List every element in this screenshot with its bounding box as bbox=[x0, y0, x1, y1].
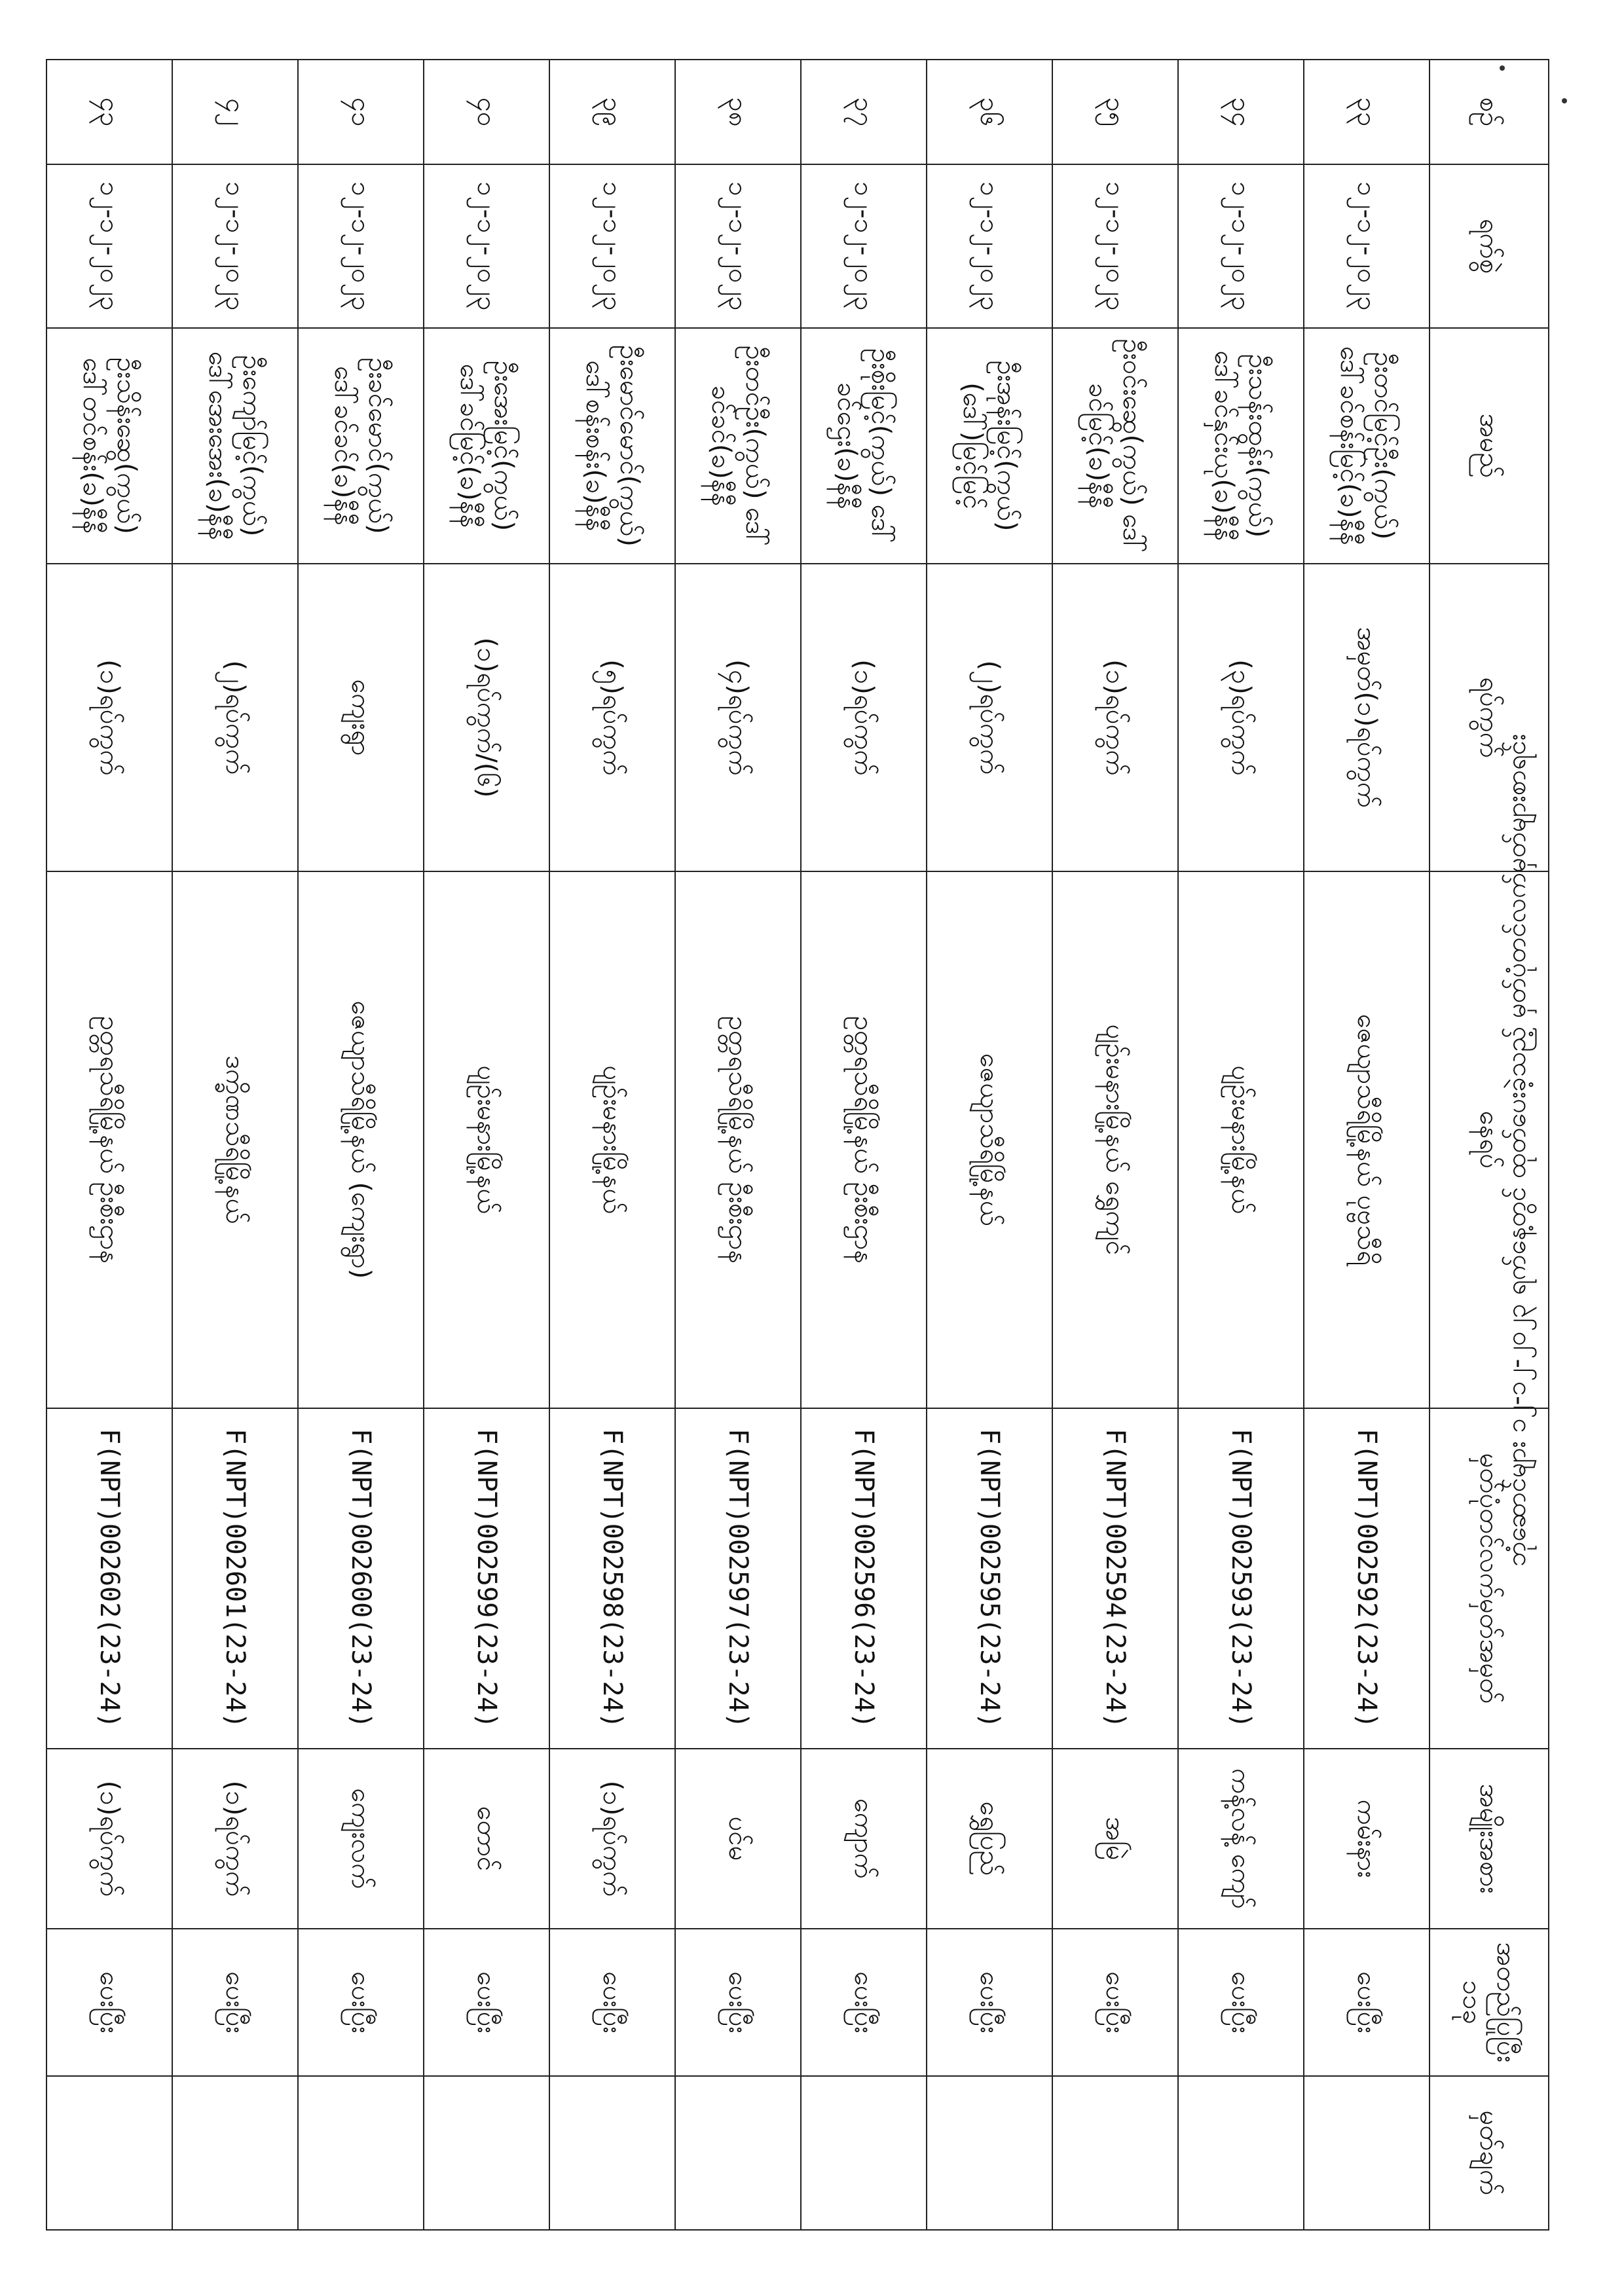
cell-license: F(NPT)002595(23-24) bbox=[927, 1408, 1052, 1749]
cell-remark bbox=[1304, 2076, 1430, 2230]
cell-remark bbox=[801, 2076, 927, 2230]
cell-address: ဒက္ခိဏသီရိမြို့နယ် bbox=[172, 871, 298, 1408]
cell-status: ပေးပြီး bbox=[801, 1929, 927, 2076]
cell-no: ၃၅ bbox=[1052, 60, 1178, 164]
table-row bbox=[1304, 60, 1430, 2230]
cell-address: ဥတ္တရသီရိမြို့နယ် ဦးစီးဌာန bbox=[675, 871, 801, 1408]
cell-license: F(NPT)002596(23-24) bbox=[801, 1408, 927, 1749]
cell-date: ၁၂-၁၂-၂၀၂၃ bbox=[46, 164, 172, 328]
cell-no: ၃၄ bbox=[1178, 60, 1304, 164]
cell-name: ဦးသိန်းဆွေ(ကွယ်) ဒေါ်တင်စန်း(ခ)နီနီ bbox=[46, 328, 172, 564]
cell-no: ၃၈ bbox=[675, 60, 801, 164]
cell-area: (၅)ရပ်ကွက် bbox=[549, 564, 675, 871]
cell-license: F(NPT)002602(23-24) bbox=[46, 1408, 172, 1749]
cell-date: ၁၂-၁၂-၂၀၂၃ bbox=[1052, 164, 1178, 328]
cell-no: ၃၇ bbox=[801, 60, 927, 164]
cell-type: ကမ်းနား bbox=[1304, 1749, 1430, 1929]
cell-address: ဇေယျာသီရိမြို့နယ် bbox=[927, 871, 1052, 1408]
header-name: အမည် bbox=[1430, 328, 1549, 564]
cell-type: ပင်မ bbox=[675, 1749, 801, 1929]
cell-no: ၄၂ bbox=[172, 60, 298, 164]
cell-area: (၃)ရပ်ကွက် bbox=[1178, 564, 1304, 871]
cell-date: ၁၂-၁၂-၂၀၂၃ bbox=[1304, 164, 1430, 328]
cell-license: F(NPT)002597(23-24) bbox=[675, 1408, 801, 1749]
cell-date: ၁၂-၁၂-၂၀၂၃ bbox=[1178, 164, 1304, 328]
cell-status: ပေးပြီး bbox=[46, 1929, 172, 2076]
cell-area: (၁)ရပ်ကွက်/(၆) bbox=[424, 564, 549, 871]
cell-license: F(NPT)002600(23-24) bbox=[298, 1408, 424, 1749]
cell-date: ၁၂-၁၂-၂၀၂၃ bbox=[927, 164, 1052, 328]
cell-type: (၁)ရပ်ကွက် bbox=[172, 1749, 298, 1929]
cell-status: ပေးပြီး bbox=[549, 1929, 675, 2076]
header-remark: မှတ်ချက် bbox=[1430, 2076, 1549, 2230]
cell-area: (၁)ရပ်ကွက် bbox=[1052, 564, 1178, 871]
table-row bbox=[801, 60, 927, 2230]
cell-name: ဦးကျော်မြင့်(ကွယ်) ဒေါ်အေးအေး(ခ)နီနီ bbox=[172, 328, 298, 564]
table-row bbox=[549, 60, 675, 2230]
header-license: မှတ်ပုံတင်လက်မှတ်အမှတ် bbox=[1430, 1408, 1549, 1749]
table-row bbox=[46, 60, 172, 2230]
table-row bbox=[1178, 60, 1304, 2230]
cell-name: ဦးအုန်းမြင့်(ကွယ်) (ဒေါ်)မြင့်မြင့် bbox=[927, 328, 1052, 564]
header-row bbox=[1430, 60, 1549, 2230]
cell-area: (၁)ရပ်ကွက် bbox=[46, 564, 172, 871]
cell-status: ပေးပြီး bbox=[1052, 1929, 1178, 2076]
cell-area: (၄)ရပ်ကွက် bbox=[675, 564, 801, 871]
cell-name: ဦးဝင်းဆွေ(ကွယ်) ဒေါ်ခင်မြင့်(ခ)နီနီ bbox=[1052, 328, 1178, 564]
cell-name: ဦးစိုးမြင့်(ကွယ်) ဒေါ်ခင်ဌေး(ခ)နီနီ bbox=[801, 328, 927, 564]
cell-no: ၄၃ bbox=[46, 60, 172, 164]
cell-type: (၁)ရပ်ကွက် bbox=[46, 1749, 172, 1929]
cell-no: ၃၆ bbox=[927, 60, 1052, 164]
header-status: အတည်ပြုပြီး ၁၁ခု bbox=[1430, 1929, 1549, 2076]
cell-remark bbox=[424, 2076, 549, 2230]
cell-address: ပျဉ်းမနားမြို့နယ် ရွှေကျင် bbox=[1052, 871, 1178, 1408]
cell-status: ပေးပြီး bbox=[927, 1929, 1052, 2076]
cell-name: ဦးခင်မောင်(ကွယ်) ဒေါ်ခင်ခင်(ခ)နီနီ bbox=[298, 328, 424, 564]
cell-license: F(NPT)002593(23-24) bbox=[1178, 1408, 1304, 1749]
cell-remark bbox=[172, 2076, 298, 2230]
cell-remark bbox=[1052, 2076, 1178, 2230]
cell-name: ဦးအေးမြင့်(ကွယ်) ဒေါ်ခင်မြင့်(ခ)နီနီ bbox=[424, 328, 549, 564]
cell-date: ၁၂-၁၂-၂၀၂၃ bbox=[549, 164, 675, 328]
cell-date: ၁၂-၁၂-၂၀၂၃ bbox=[424, 164, 549, 328]
cell-area: (၁)ရပ်ကွက် bbox=[801, 564, 927, 871]
header-no: စဉ် bbox=[1430, 60, 1549, 164]
cell-address: ဇေယျာသီရိမြို့နယ် ပုဗ္ဗသီရိ bbox=[1304, 871, 1430, 1408]
document-title: ဘုံဆောင်များ ၁၂-၁၂-၂၀၂၃ ရက်နေ့တွင် ထုတ်ပေးခဲ့သည့် မှတ်ပုံတင်လက်မှတ်များစာရင်း bbox=[1502, 733, 1532, 1567]
cell-remark bbox=[298, 2076, 424, 2230]
cell-status: ပေးပြီး bbox=[675, 1929, 801, 2076]
cell-date: ၁၂-၁၂-၂၀၂၃ bbox=[172, 164, 298, 328]
cell-area: ကျေးရွာ bbox=[298, 564, 424, 871]
cell-address: ပျဉ်းမနားမြို့နယ် bbox=[549, 871, 675, 1408]
cell-name: ဦးသန်းထွန်း(ကွယ်) ဒေါ်ခင်နှင်းယု(ခ)နီနီ bbox=[1178, 328, 1304, 564]
cell-type: ကျေးလက် bbox=[298, 1749, 424, 1929]
cell-license: F(NPT)002601(23-24) bbox=[172, 1408, 298, 1749]
cell-remark bbox=[46, 2076, 172, 2230]
cell-area: အမှတ်(၁)ရပ်ကွက် bbox=[1304, 564, 1430, 871]
cell-date: ၁၂-၁၂-၂၀၂၃ bbox=[801, 164, 927, 328]
cell-type: (၁)ရပ်ကွက် bbox=[549, 1749, 675, 1929]
table-row bbox=[172, 60, 298, 2230]
cell-no: ၃၃ bbox=[1304, 60, 1430, 164]
cell-type: အမြဲ bbox=[1052, 1749, 1178, 1929]
cell-address: ပျဉ်းမနားမြို့နယ် bbox=[424, 871, 549, 1408]
cell-license: F(NPT)002592(23-24) bbox=[1304, 1408, 1430, 1749]
cell-area: (၂)ရပ်ကွက် bbox=[927, 564, 1052, 871]
cell-no: ၄၁ bbox=[298, 60, 424, 164]
table-row bbox=[298, 60, 424, 2230]
cell-address: ဇေယျာသီရိမြို့နယ် (ကျေးရွာ) bbox=[298, 871, 424, 1408]
cell-area: (၂)ရပ်ကွက် bbox=[172, 564, 298, 871]
cell-status: ပေးပြီး bbox=[1304, 1929, 1430, 2076]
table-row bbox=[927, 60, 1052, 2230]
cell-no: ၄၀ bbox=[424, 60, 549, 164]
cell-status: ပေးပြီး bbox=[424, 1929, 549, 2076]
cell-type: တောင် bbox=[424, 1749, 549, 1929]
header-address: နေရပ် bbox=[1430, 871, 1549, 1408]
header-date: ရက်စွဲ bbox=[1430, 164, 1549, 328]
cell-address: ဥတ္တရသီရိမြို့နယ် ဦးစီးဌာန bbox=[46, 871, 172, 1408]
cell-date: ၁၂-၁၂-၂၀၂၃ bbox=[675, 164, 801, 328]
table-row bbox=[675, 60, 801, 2230]
register-table bbox=[46, 59, 1549, 2231]
cell-address: ဥတ္တရသီရိမြို့နယ် ဦးစီးဌာန bbox=[801, 871, 927, 1408]
cell-type: ရွှေပြည် bbox=[927, 1749, 1052, 1929]
cell-type: ကျောက် bbox=[801, 1749, 927, 1929]
cell-type: ကန့်လန့် ကျော် bbox=[1178, 1749, 1304, 1929]
cell-license: F(NPT)002598(23-24) bbox=[549, 1408, 675, 1749]
cell-remark bbox=[927, 2076, 1052, 2230]
header-area: ရပ်ကွက် bbox=[1430, 564, 1549, 871]
cell-license: F(NPT)002594(23-24) bbox=[1052, 1408, 1178, 1749]
cell-status: ပေးပြီး bbox=[172, 1929, 298, 2076]
cell-remark bbox=[675, 2076, 801, 2230]
cell-name: ဦးမောင်မောင်(ကွယ်) ဒေါ်စန်းစန်း(ခ)နီနီ bbox=[549, 328, 675, 564]
cell-date: ၁၂-၁၂-၂၀၂၃ bbox=[298, 164, 424, 328]
cell-status: ပေးပြီး bbox=[1178, 1929, 1304, 2076]
cell-name: ဦးတင်ဦး(ကွယ်) ဒေါ်ခင်ခင်(ခ)နီနီ bbox=[675, 328, 801, 564]
cell-name: ဦးတင်မြင့်ဦး(ကွယ်) ဒေါ်ခင်စန်းမြင့်(ခ)နီနီ bbox=[1304, 328, 1430, 564]
cell-no: ၃၉ bbox=[549, 60, 675, 164]
table-row bbox=[1052, 60, 1178, 2230]
cell-license: F(NPT)002599(23-24) bbox=[424, 1408, 549, 1749]
table-row bbox=[424, 60, 549, 2230]
cell-remark bbox=[549, 2076, 675, 2230]
cell-status: ပေးပြီး bbox=[298, 1929, 424, 2076]
cell-remark bbox=[1178, 2076, 1304, 2230]
cell-address: ပျဉ်းမနားမြို့နယ် bbox=[1178, 871, 1304, 1408]
header-type: အမျိုးအစား bbox=[1430, 1749, 1549, 1929]
